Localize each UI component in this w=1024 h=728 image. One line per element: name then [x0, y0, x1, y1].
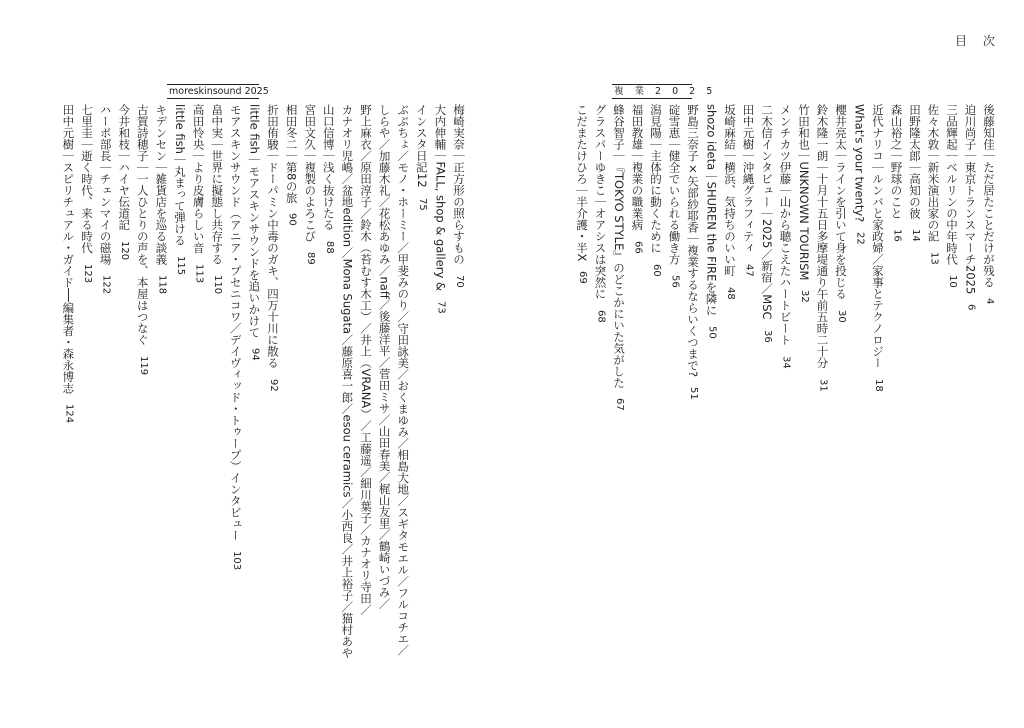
toc-entry-title: 福田教雄｜複業の職業病: [630, 104, 645, 231]
toc-entry-title: モアスキンサウンド（アニア・プセニコワ／デイヴィッド・トゥープ）インタビュー: [228, 104, 243, 541]
toc-entry-page: 32: [799, 290, 810, 304]
toc-entry: [573, 104, 591, 284]
toc-entry-title: 七里圭｜逝く時代、来る時代: [80, 104, 94, 254]
toc-entry-title: 鈴木隆一朗｜十月十五日多摩堤通り午前五時二十分: [815, 104, 830, 369]
toc-entry: [134, 104, 152, 375]
toc-entry-page: 22: [854, 232, 866, 245]
toc-entry-title: 田野隆太郎｜高知の彼: [908, 104, 922, 219]
toc-entry-title: 蜂谷智子｜『TOKYO STYLE』のどこかにいた気がした: [612, 104, 626, 389]
toc-entry-title: 佐々木敦｜新米演出家の記: [926, 104, 941, 242]
toc-entry-title: 今井和枝｜ハイヤ伝道記: [117, 104, 132, 231]
toc-entry-page: 115: [175, 255, 186, 275]
toc-entry-title: 山口信博｜浅く抜けたる: [321, 104, 336, 231]
toc-entry: [78, 104, 96, 283]
toc-entry-title: 二木信インタビュー｜2025／新宿／MSC: [760, 104, 774, 320]
toc-entry-title: 宮田文久｜複製のよろこび: [303, 104, 318, 242]
toc-entry-title: キデンセン｜雑貨店を巡る談義: [154, 104, 169, 265]
toc-entry: [115, 104, 133, 260]
toc-entry-page: 103: [230, 551, 242, 571]
toc-entry-title: グラスパーゆきこ｜オアシスは突然に: [593, 104, 608, 300]
toc-entry-title: 迫川尚子｜東京トランスマーチ2025: [963, 104, 978, 295]
toc-entry: [450, 104, 468, 288]
toc-entry-title: 大内伸輔｜FALL, shop & gallery &: [433, 104, 448, 291]
toc-entry: [629, 104, 647, 253]
toc-entry-page: 4: [984, 298, 995, 305]
toc-entry-title: 畠中実｜世界に擬態し共存する: [210, 104, 225, 265]
toc-entry: [814, 104, 832, 391]
toc-entry: [925, 104, 943, 265]
toc-entry: [320, 104, 338, 253]
toc-entry-title: 野島三奈子×矢部紗耶香｜複業するならいくつまで?: [686, 104, 700, 378]
toc-entry-page: 90: [286, 213, 298, 227]
toc-entry-page: 68: [595, 309, 607, 323]
toc-entry: [171, 104, 189, 275]
toc-entry-page: 69: [577, 271, 588, 285]
toc-entry-page: 31: [817, 378, 829, 392]
toc-entry: [943, 104, 961, 288]
toc-entry-page: 120: [119, 240, 131, 260]
toc-entry-title: カナオリ児嶋／盆地edition／Mona Sugata／藤原喜一郎／esou ceramics／小西良／井上裕子／猫村あや: [340, 104, 355, 659]
toc-entry: [851, 104, 869, 245]
toc-entry-title: 高田怜央｜より皮膚らしい音: [191, 104, 206, 254]
toc-entry: [721, 104, 739, 299]
toc-entry: [610, 104, 628, 411]
toc-entry-page: 60: [651, 263, 662, 277]
toc-entry-title: 坂崎麻結｜横浜、気持ちのいい町: [723, 104, 737, 277]
toc-entry-page: 48: [725, 286, 736, 300]
toc-entry: [758, 104, 776, 342]
section-label-moreskinsound: moreskinsound 2025: [169, 86, 269, 97]
toc-entry-page: 36: [762, 329, 773, 343]
toc-entry: [592, 104, 610, 322]
toc-entry-page: 6: [965, 304, 977, 311]
toc-entry-title: little fish｜モアスキンサウンドを追いかけて: [247, 104, 262, 338]
toc-entry-title: こだまたけひろ｜半介護・半X: [575, 104, 589, 262]
toc-entry-title: 梅崎実奈｜正方形の照らすもの: [452, 104, 466, 265]
toc-entry-title: ハーボ部長｜チェンマイの磁場: [98, 104, 113, 265]
toc-entry: [264, 104, 282, 391]
toc-entry-page: 70: [454, 275, 465, 288]
toc-entry: [832, 104, 850, 322]
toc-entry-title: What's your twenty?: [852, 104, 867, 223]
toc-entry: [906, 104, 924, 242]
toc-entry-title: shozo ideta｜SHUREN the FIREを隣に: [704, 104, 719, 316]
toc-entry-title: 折田侑駿｜ドーパミン中毒のガキ、四万十川に散る: [266, 104, 280, 369]
toc-entry: [227, 104, 245, 570]
toc-entry: [97, 104, 115, 294]
toc-entry-page: 47: [743, 263, 755, 277]
toc-entry-page: 10: [947, 275, 958, 288]
toc-entry: [245, 104, 263, 361]
toc-entry-title: 古賀詩穂子｜一人ひとりの声を、本屋はつなぐ: [135, 104, 150, 346]
toc-entry: [980, 104, 998, 304]
toc-entry: [962, 104, 980, 311]
toc-entry-page: 30: [836, 309, 847, 323]
toc-entry-page: 56: [669, 275, 681, 288]
toc-entry: [647, 104, 665, 276]
toc-entry: [394, 104, 411, 656]
toc-entry-page: 34: [780, 355, 792, 369]
toc-entry-title: 田中元樹｜スピリチュアル・ガイド──編集者・森永博志: [61, 104, 76, 394]
toc-entry-title: little fish｜丸まって弾ける: [173, 104, 187, 246]
toc-entry-page: 51: [688, 387, 699, 400]
toc-entry-page: 123: [82, 263, 93, 283]
toc-entry-page: 122: [100, 275, 112, 295]
toc-entry-page: 124: [63, 403, 75, 423]
toc-entry: [152, 104, 170, 294]
toc-entry: [703, 104, 721, 339]
toc-entry: [888, 104, 906, 242]
section-label-fukugyo: 複 業 2 0 2 5: [614, 86, 717, 97]
toc-entry: [357, 104, 374, 615]
page-heading: 目 次: [955, 34, 1001, 48]
toc-entry-page: 16: [891, 229, 903, 242]
toc-entry-page: 89: [305, 252, 317, 265]
toc-entry-page: 118: [156, 275, 168, 295]
toc-entry-page: 110: [212, 275, 224, 295]
toc-entry: [376, 104, 393, 609]
toc-entry-page: 67: [614, 398, 625, 412]
toc-entry-page: 94: [249, 347, 261, 361]
toc-entry: [869, 104, 887, 391]
toc-entry-page: 18: [873, 378, 884, 392]
toc-entry-title: 森山裕之｜野球のこと: [889, 104, 904, 219]
toc-entry-page: 66: [632, 240, 644, 254]
toc-entry-page: 88: [323, 240, 335, 254]
toc-entry-title: 潟見陽｜主体的に動くために: [649, 104, 663, 254]
toc-entry-title: 三品輝起｜ベルリンの中年時代: [945, 104, 959, 265]
toc-entry: [795, 104, 813, 303]
toc-entry-title: 田中元樹｜沖縄グラフィティ: [741, 104, 756, 254]
toc-entry: [666, 104, 684, 288]
toc-entry-page: 73: [435, 300, 447, 314]
toc-entry: [301, 104, 319, 265]
toc-entry-page: 119: [137, 355, 149, 375]
toc-entry-title: しらや／加藤木礼／花松あゆみ／naff／後藤洋平／菅田ミサ／山田春美／梶山友里／鶴崎いづみ／: [377, 104, 392, 610]
toc-entry: [190, 104, 208, 283]
toc-entry: [283, 104, 301, 226]
toc-entry: [59, 104, 77, 423]
toc-entry: [208, 104, 226, 294]
toc-entry-title: 後藤知佳｜ただ居たことだけが残る: [982, 104, 996, 288]
toc-entry: [338, 104, 355, 658]
toc-entry-page: 13: [928, 252, 940, 265]
toc-entry: [431, 104, 449, 314]
toc-entry-title: 相田冬二｜第8の旅: [284, 104, 299, 204]
toc-entry-title: メンチカツ伊藤｜山から聴こえたハートビート: [778, 104, 793, 346]
toc-entry-page: 92: [268, 378, 279, 392]
toc-entry-title: 野上麻衣／原田淳子／鈴木（苔むす木工）／井上（VRANA）／工藤遥／細川葉子／カナオリ寺田／: [359, 104, 373, 616]
toc-entry-title: インスタ日記12: [414, 104, 429, 188]
toc-entry-title: 櫻井亮太｜ラインを引いて身を投じる: [834, 104, 848, 300]
toc-entry: [684, 104, 702, 400]
toc-entry-page: 113: [193, 263, 205, 283]
toc-entry-title: 竹田和也｜UNKNOWN TOURISM: [797, 104, 811, 281]
toc-entry-page: 50: [706, 325, 718, 339]
toc-entry-title: 近代ナリコ｜ルンバと家政婦／家事とテクノロジー: [871, 104, 885, 369]
toc-entry: [777, 104, 795, 368]
toc-entry-title: 碇雪恵｜健全でいられる働き方: [667, 104, 682, 265]
toc-entry-page: 75: [416, 197, 428, 211]
toc-entry: [413, 104, 431, 210]
toc-entry-title: ぶぶちょ／モノ・ホーミー／甲斐みのり／守田詠美／おくまゆみ／相島大地／スギタモエル／フルコチエ／: [396, 104, 411, 656]
toc-entry-page: 14: [910, 229, 921, 242]
toc-entry: [740, 104, 758, 276]
